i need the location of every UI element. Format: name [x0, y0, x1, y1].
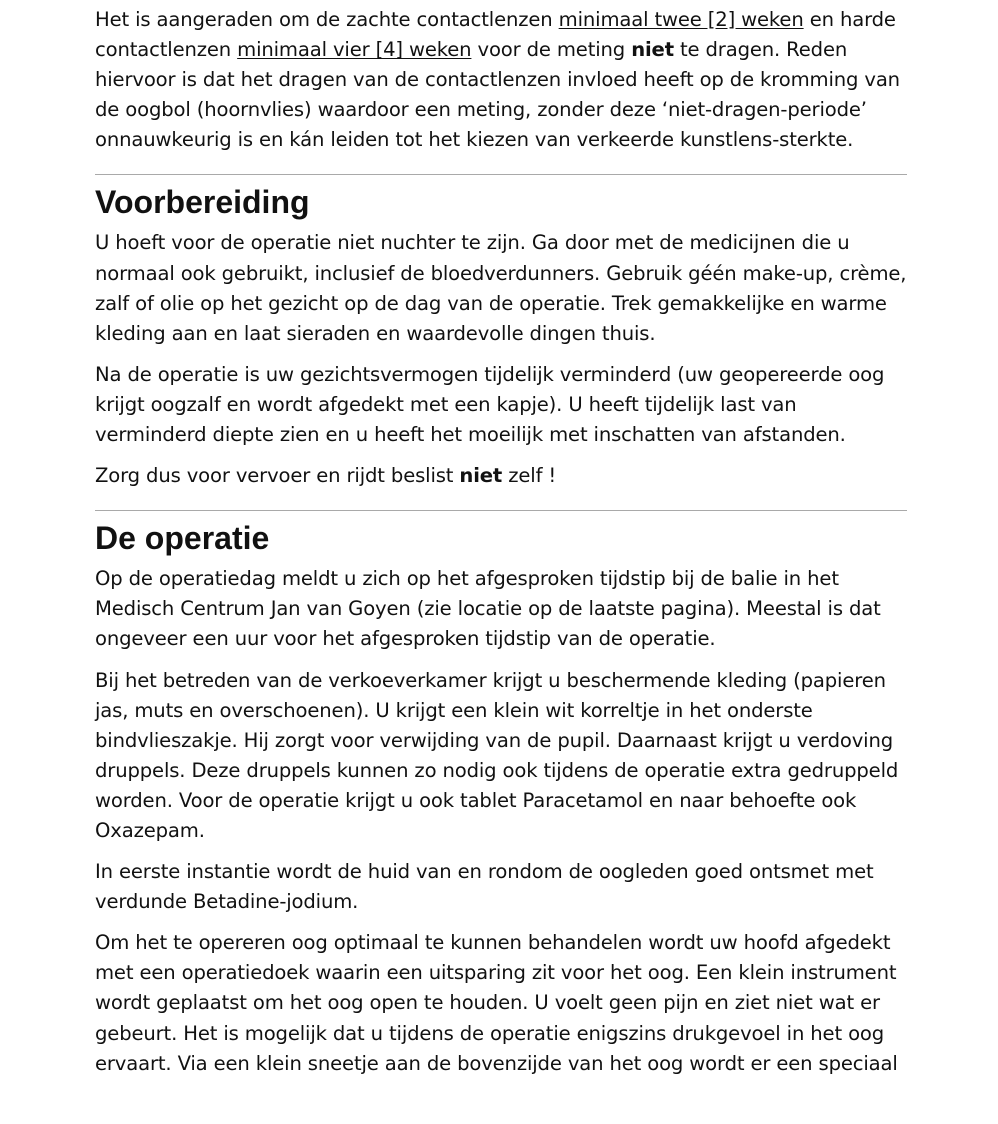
operatie-paragraph-2: Bij het betreden van de verkoeverkamer krijgt u beschermende kleding (papieren jas, muts en overschoenen). U krijgt een klein wit korreltje in het onderste bindvlieszakje. Hij zorgt voor verwijding van de pupil. Daarnaast krijgt u verdoving druppels. Deze druppels kunnen zo nodig ook tijdens de operatie extra gedruppeld worden. Voor de operatie krijgt u ook tablet Paracetamol en naar behoefte ook Oxazepam. [95, 668, 899, 842]
section-divider [95, 174, 907, 175]
voorbereiding-bold-niet: niet [459, 464, 503, 488]
intro-text: Het is aangeraden om de zachte contactlenzen [95, 8, 559, 31]
voorbereiding-text: zelf ! [502, 464, 557, 488]
heading-de-operatie: De operatie [95, 520, 270, 557]
voorbereiding-text: Zorg dus voor vervoer en rijdt beslist [95, 464, 460, 488]
intro-bold-niet: niet [631, 38, 674, 62]
operatie-paragraph-4: Om het te opereren oog optimaal te kunnen behandelen wordt uw hoofd afgedekt met een operatiedoek waarin een uitsparing zit voor het oog. Een klein instrument wordt geplaatst om het oog open te houden. U voelt geen pijn en ziet niet wat er gebeurt. Het is mogelijk dat u tijdens de operatie enigszins drukgevoel in het oog ervaart. Via een klein sneetje aan de bovenzijde van het oog wordt er een speciaal [95, 931, 898, 1075]
heading-voorbereiding: Voorbereiding [95, 184, 310, 221]
intro-text: en harde contactlenzen [95, 8, 896, 62]
document-body [95, 5, 907, 1090]
intro-paragraph [95, 5, 907, 155]
voorbereiding-paragraph-1: U hoeft voor de operatie niet nuchter te zijn. Ga door met de medicijnen die u normaal ook gebruikt, inclusief de bloedverdunners. Gebruik géén make-up, crème, zalf of olie op het gezicht op de dag van de operatie. Trek gemakkelijke en warme kleding aan en laat sieraden en waardevolle dingen thuis. [95, 231, 907, 345]
operatie-paragraph-3: In eerste instantie wordt de huid van en rondom de oogleden goed ontsmet met verdunde Betadine-jodium. [95, 860, 874, 914]
voorbereiding-paragraph-2: Na de operatie is uw gezichtsvermogen tijdelijk verminderd (uw geopereerde oog krijgt oogzalf en wordt afgedekt met een kapje). U heeft tijdelijk last van verminderd diepte zien en u heeft het moeilijk met inschatten van afstanden. [95, 362, 885, 447]
operatie-paragraph-1: Op de operatiedag meldt u zich op het afgesproken tijdstip bij de balie in het Medisch Centrum Jan van Goyen (zie locatie op de laatste pagina). Meestal is dat ongeveer een uur voor het afgesproken tijdstip van de operatie. [95, 567, 881, 651]
section-divider [95, 510, 907, 511]
voorbereiding-paragraph-3 [95, 461, 907, 491]
intro-text: voor de meting [471, 38, 632, 62]
intro-underline-soft-lenses: minimaal twee [2] weken [558, 8, 804, 31]
intro-text: te dragen. Reden hiervoor is dat het dragen van de contactlenzen invloed heeft op de kromming van de oogbol (hoornvlies) waardoor een meting, zonder deze ‘niet-dragen-periode’ onnauwkeurig is en kán leiden tot het kiezen van verkeerde kunstlens-sterkte. [95, 38, 900, 152]
intro-underline-hard-lenses: minimaal vier [4] weken [237, 38, 472, 62]
